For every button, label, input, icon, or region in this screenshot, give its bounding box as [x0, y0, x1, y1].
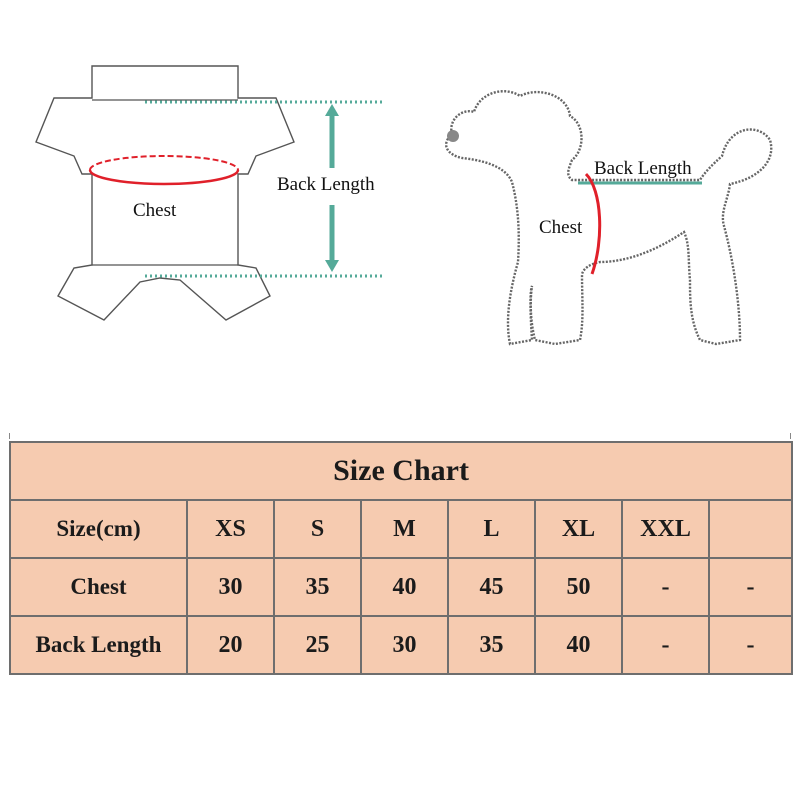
garment-chest-label: Chest — [133, 200, 177, 221]
table-cell: 40 — [535, 616, 622, 674]
table-corner-mark-left — [9, 433, 10, 439]
table-row — [10, 558, 792, 616]
dog-chest-label: Chest — [539, 217, 583, 238]
table-cell: 45 — [448, 558, 535, 616]
row-label: Back Length — [10, 616, 187, 674]
table-cell: - — [622, 558, 709, 616]
header-cell: Size(cm) — [10, 500, 187, 558]
table-cell: 30 — [361, 616, 448, 674]
header-cell: XS — [187, 500, 274, 558]
table-cell: - — [709, 558, 792, 616]
table-corner-mark-right — [790, 433, 791, 439]
dog-nose — [447, 130, 459, 142]
garment-outline — [36, 66, 294, 320]
header-cell: M — [361, 500, 448, 558]
garment-diagram — [36, 66, 382, 320]
dog-diagram — [446, 91, 771, 344]
table-cell: - — [622, 616, 709, 674]
table-cell: 30 — [187, 558, 274, 616]
header-cell: L — [448, 500, 535, 558]
table-cell: 25 — [274, 616, 361, 674]
header-cell — [709, 500, 792, 558]
size-chart-table — [9, 441, 793, 675]
table-cell: 35 — [448, 616, 535, 674]
arrow-up-icon — [325, 104, 339, 116]
table-cell: 40 — [361, 558, 448, 616]
table-title-row — [10, 442, 792, 500]
table-cell: - — [709, 616, 792, 674]
table-header-row — [10, 500, 792, 558]
header-cell: XL — [535, 500, 622, 558]
table-cell: 50 — [535, 558, 622, 616]
table-cell: 20 — [187, 616, 274, 674]
garment-back-length-label: Back Length — [277, 174, 375, 195]
dog-outline — [446, 91, 771, 344]
arrow-down-icon — [325, 260, 339, 272]
header-cell: S — [274, 500, 361, 558]
size-chart-title: Size Chart — [10, 442, 792, 500]
table-cell: 35 — [274, 558, 361, 616]
row-label: Chest — [10, 558, 187, 616]
dog-back-length-label: Back Length — [594, 158, 692, 179]
table-row — [10, 616, 792, 674]
header-cell: XXL — [622, 500, 709, 558]
